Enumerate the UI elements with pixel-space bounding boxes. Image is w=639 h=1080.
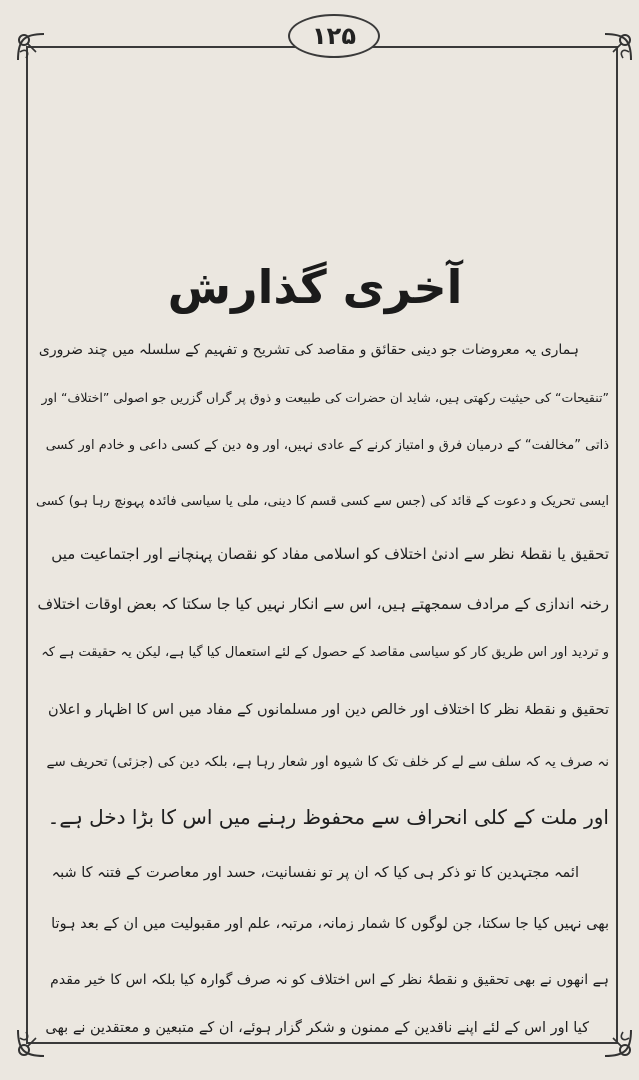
text-line: ائمہ مجتہدین کا تو ذکر ہی کیا کہ ان پر تو نفسانیت، حسد اور معاصرت کے فتنہ کا شبہ (51, 865, 579, 881)
text-line: اور ملت کے کلی انحراف سے محفوظ رہنے میں اس کا بڑا دخل ہے۔ (47, 805, 609, 829)
text-line: ہے انھوں نے بھی تحقیق و نقطۂ نظر کے اس اختلاف کو نہ صرف گوارہ کیا بلکہ اس کا خیر مقدم (50, 972, 609, 988)
text-line: و تردید اور اس طریق کار کو سیاسی مقاصد کے حصول کے لئے استعمال کیا گیا ہے، لیکن یہ حقیقت ہے کہ (41, 645, 609, 660)
text-line: تحقیق و نقطۂ نظر کا اختلاف اور خالص دین اور مسلمانوں کے مفاد میں اس کا اظہار و اعلان (48, 702, 609, 718)
text-line: ہماری یہ معروضات جو دینی حقائق و مقاصد کی تشریح و تفہیم کے سلسلہ میں چند ضروری (38, 342, 579, 358)
corner-ornament-icon (601, 30, 635, 64)
chapter-title: آخری گذارش (167, 260, 463, 314)
corner-ornament-icon (601, 1026, 635, 1060)
corner-ornament-icon (14, 1026, 48, 1060)
page-number: ۱۲۵ (312, 22, 356, 50)
text-line: بھی نہیں کیا جا سکتا، جن لوگوں کا شمار زمانہ، مرتبہ، علم اور مقبولیت میں ان کے بعد ہوتا (51, 916, 609, 932)
corner-ornament-icon (14, 30, 48, 64)
text-line: ”تنقیحات“ کی حیثیت رکھتی ہیں، شاید ان حضرات کی طبیعت و ذوق پر گراں گزریں جو اصولی ”اختلاف“ اور (41, 390, 609, 405)
text-line: کیا اور اس کے لئے اپنے ناقدین کے ممنون و شکر گزار ہوئے، ان کے متبعین و معتقدین نے بھی (45, 1020, 589, 1036)
text-line: نہ صرف یہ کہ سلف سے لے کر خلف تک کا شیوہ اور شعار رہا ہے، بلکہ دین کی (جزئی) تحریف سے (46, 754, 609, 770)
text-line: رخنہ اندازی کے مرادف سمجھتے ہیں، اس سے انکار نہیں کیا جا سکتا کہ بعض اوقات اختلاف (37, 595, 609, 613)
text-line: ایسی تحریک و دعوت کے قائد کی (جس سے کسی قسم کا دینی، ملی یا سیاسی فائدہ پہونچ رہا ہو) کسی (35, 494, 609, 509)
text-line: ذاتی ”مخالفت“ کے درمیان فرق و امتیاز کرنے کے عادی نہیں، اور وہ دین کے کسی داعی و خادم اور کسی (45, 438, 609, 453)
text-line: تحقیق یا نقطۂ نظر سے ادنیٰ اختلاف کو اسلامی مفاد کو نقصان پہنچانے اور اجتماعیت میں (51, 545, 609, 563)
